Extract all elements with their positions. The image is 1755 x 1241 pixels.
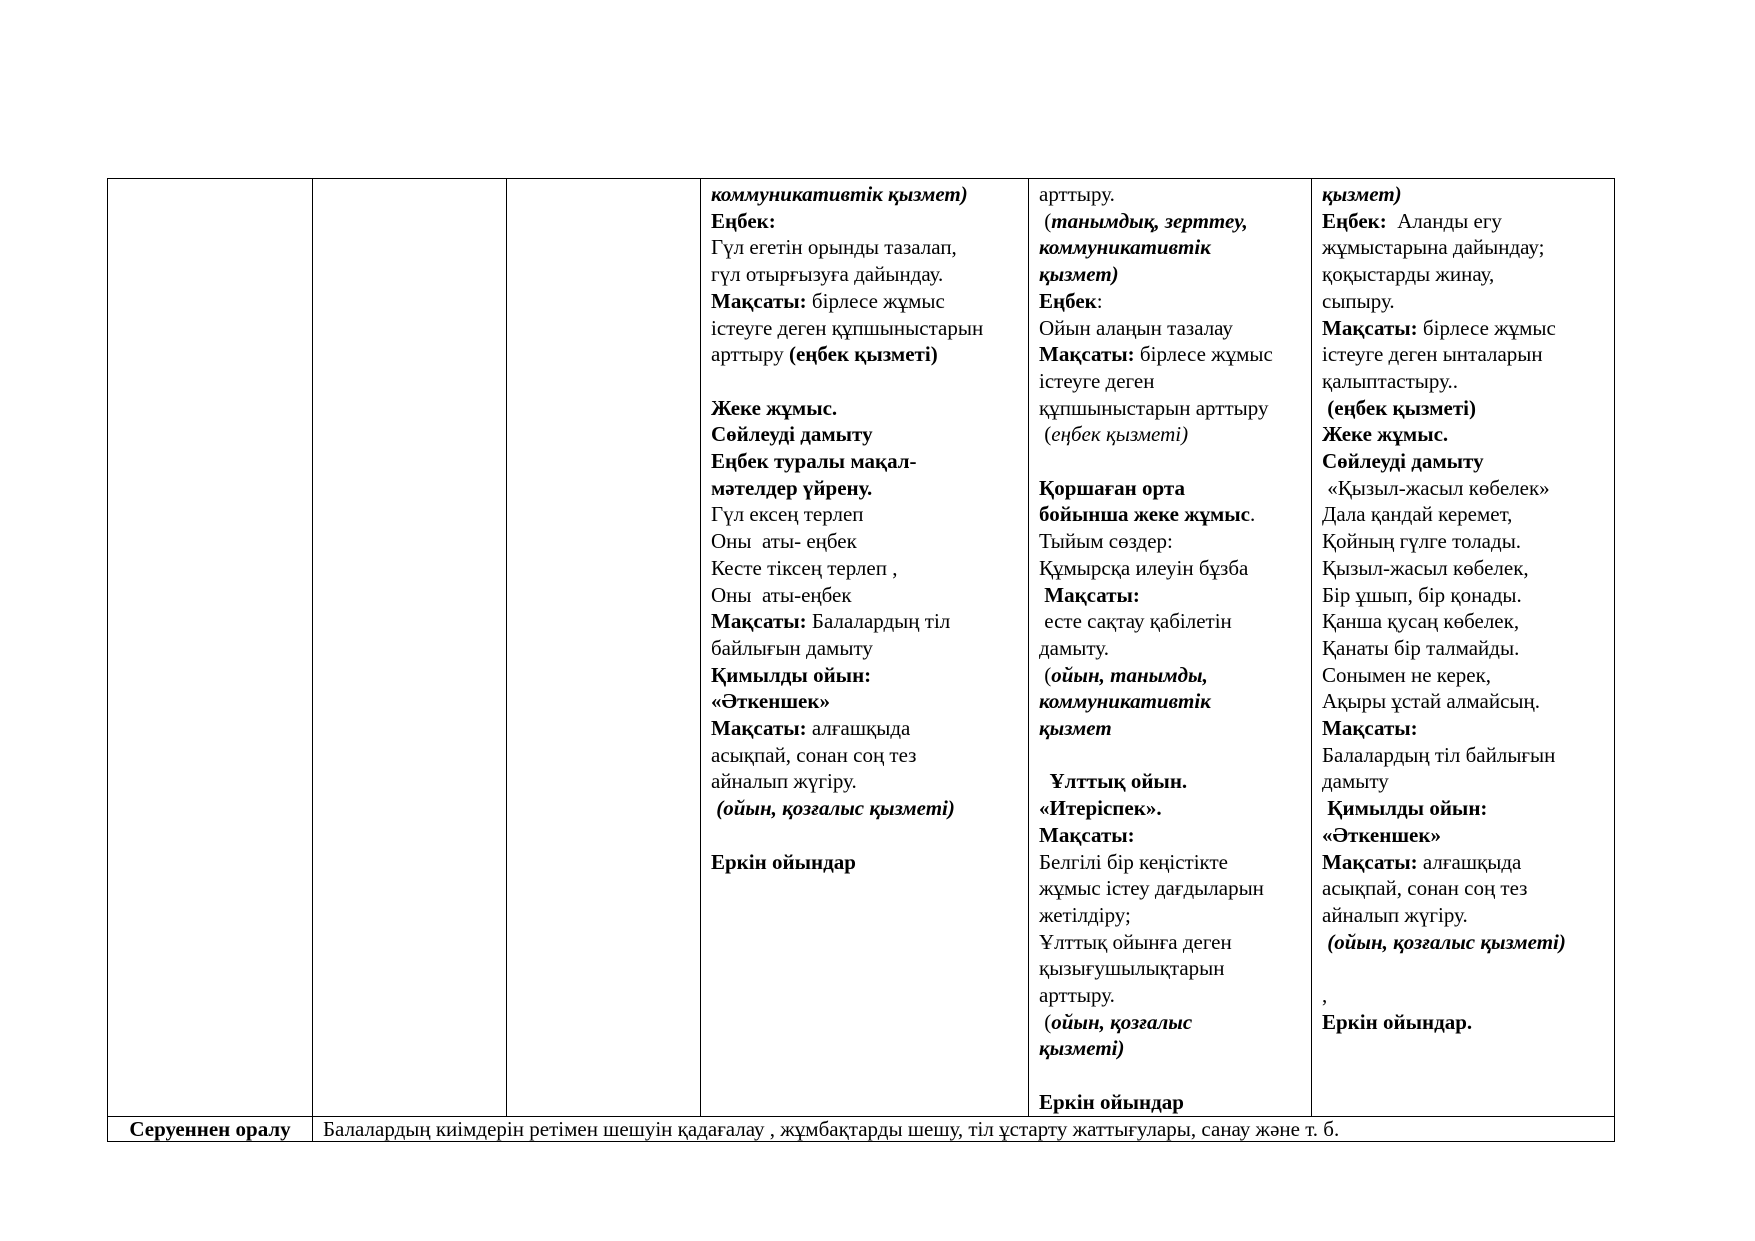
text-run: коммуникативтік xyxy=(1039,235,1211,260)
text-line xyxy=(1039,768,1311,795)
text-line xyxy=(1039,582,1311,609)
text-line xyxy=(1039,795,1311,822)
text-line xyxy=(711,662,1028,689)
text-run: Жеке жұмыс. xyxy=(711,395,838,420)
text-run: Мақсаты: xyxy=(1322,716,1418,741)
text-run: Қанаты бір талмайды. xyxy=(1322,635,1520,660)
text-run: қызмет) xyxy=(1039,262,1119,287)
text-run: айналып жүгіру. xyxy=(711,769,857,794)
text-line xyxy=(1322,1009,1614,1036)
text-line xyxy=(711,795,1028,822)
text-line xyxy=(1322,929,1614,956)
text-run: Қимылды ойын: xyxy=(711,662,872,687)
text-run: Еңбек xyxy=(1039,288,1097,313)
text-line xyxy=(711,822,1028,849)
text-line xyxy=(1322,582,1614,609)
cell-empty-1 xyxy=(108,179,313,1117)
text-run: ( xyxy=(1039,422,1052,447)
table-row xyxy=(108,179,1615,1117)
text-run: ойын, қозғалыс xyxy=(1051,1009,1193,1034)
row-label-return: Серуеннен оралу xyxy=(108,1116,313,1141)
text-run: гүл отырғызуға дайындау. xyxy=(711,262,944,287)
text-line xyxy=(711,341,1028,368)
text-line xyxy=(1322,315,1614,342)
text-run: (еңбек қызметі) xyxy=(788,342,938,367)
text-line xyxy=(1322,608,1614,635)
text-line xyxy=(711,635,1028,662)
text-run: Сонымен не керек, xyxy=(1322,662,1492,687)
text-run: Еркін ойындар xyxy=(1039,1089,1184,1114)
text-line xyxy=(1322,181,1614,208)
text-run: (ойын, қозғалыс қызметі) xyxy=(1322,929,1566,954)
text-line xyxy=(1039,929,1311,956)
text-line xyxy=(711,582,1028,609)
text-run: Қимылды ойын: xyxy=(1322,796,1488,821)
text-line xyxy=(1039,315,1311,342)
text-line xyxy=(1039,982,1311,1009)
text-line xyxy=(711,234,1028,261)
text-line xyxy=(1322,555,1614,582)
text-line xyxy=(711,261,1028,288)
text-line xyxy=(1039,555,1311,582)
text-line xyxy=(711,608,1028,635)
text-run: танымдық, зерттеу, xyxy=(1051,208,1248,233)
text-line xyxy=(1322,849,1614,876)
text-run: Мақсаты: xyxy=(1039,582,1140,607)
text-run: ( xyxy=(1039,208,1052,233)
text-run: есте сақтау қабілетін xyxy=(1039,609,1232,634)
text-run: Белгілі бір кеңістікте xyxy=(1039,849,1228,874)
text-run: алғашқыда xyxy=(1417,849,1522,874)
text-line xyxy=(1322,368,1614,395)
text-run: істеуге деген xyxy=(1039,368,1155,393)
text-run: қызмет) xyxy=(1322,182,1402,206)
text-line xyxy=(711,555,1028,582)
text-run: Ойын алаңын тазалау xyxy=(1039,315,1233,340)
text-run: Жеке жұмыс. xyxy=(1322,422,1449,447)
text-line xyxy=(1039,635,1311,662)
text-line xyxy=(1039,662,1311,689)
text-line xyxy=(1039,341,1311,368)
text-run: ( xyxy=(1039,1009,1052,1034)
cell-empty-3 xyxy=(507,179,701,1117)
text-line xyxy=(1322,875,1614,902)
text-line xyxy=(711,849,1028,876)
text-line xyxy=(1322,501,1614,528)
text-run: ойын, танымды, xyxy=(1051,662,1208,687)
text-line xyxy=(1322,662,1614,689)
text-line xyxy=(1039,475,1311,502)
text-run: жұмыстарына дайындау; xyxy=(1322,235,1545,260)
text-run: Балалардың тіл xyxy=(806,609,951,634)
text-run: . xyxy=(1249,502,1256,527)
text-line xyxy=(1039,742,1311,769)
text-line xyxy=(711,501,1028,528)
text-run: Сөйлеуді дамыту xyxy=(711,422,873,447)
text-line xyxy=(1039,608,1311,635)
text-run: Гүл егетін орынды тазалап, xyxy=(711,235,957,260)
text-run: еңбек қызметі) xyxy=(1051,422,1189,447)
text-line xyxy=(1039,1089,1311,1116)
text-run: Ұлттық ойын. xyxy=(1039,769,1188,794)
text-run: жұмыс істеу дағдыларын xyxy=(1039,876,1264,901)
text-run: «Әткеншек» xyxy=(1322,822,1441,847)
text-line xyxy=(1322,261,1614,288)
text-run: Гүл ексең терлеп xyxy=(711,502,864,527)
text-run: Қоршаған орта xyxy=(1039,475,1185,500)
schedule-table xyxy=(107,178,1615,1142)
text-run: мәтелдер үйрену. xyxy=(711,475,873,500)
text-line xyxy=(711,181,1028,208)
text-line xyxy=(1039,955,1311,982)
table-row xyxy=(108,1116,1615,1141)
text-line xyxy=(1322,288,1614,315)
text-line xyxy=(711,448,1028,475)
text-run: Мақсаты: xyxy=(711,288,807,313)
cell-empty-2 xyxy=(313,179,507,1117)
text-line xyxy=(711,742,1028,769)
text-run: асықпай, сонан соң тез xyxy=(711,742,917,767)
text-run: Еңбек туралы мақал- xyxy=(711,449,917,474)
text-line xyxy=(1322,528,1614,555)
text-run: жетілдіру; xyxy=(1039,902,1131,927)
text-run: құпшыныстарын арттыру xyxy=(1039,395,1269,420)
cell-day-5 xyxy=(1029,179,1312,1117)
text-run: ( xyxy=(1039,662,1052,687)
text-run: қоқыстарды жинау, xyxy=(1322,262,1495,287)
text-line xyxy=(1039,181,1311,208)
text-line xyxy=(1039,208,1311,235)
text-line xyxy=(1039,368,1311,395)
text-line xyxy=(711,395,1028,422)
text-run: арттыру xyxy=(711,342,789,367)
text-run: дамыту xyxy=(1322,769,1389,794)
text-run: қызметі) xyxy=(1039,1036,1125,1061)
text-line xyxy=(1322,902,1614,929)
text-run: байлығын дамыту xyxy=(711,635,873,660)
text-line xyxy=(1322,475,1614,502)
text-line xyxy=(1039,234,1311,261)
text-run: Оны аты- еңбек xyxy=(711,529,857,554)
text-run: (ойын, қозғалыс қызметі) xyxy=(711,796,955,821)
text-line xyxy=(711,715,1028,742)
text-run: бірлесе жұмыс xyxy=(1134,342,1273,367)
text-run: бірлесе жұмыс xyxy=(1417,315,1556,340)
text-run: алғашқыда xyxy=(806,716,911,741)
text-line xyxy=(1039,261,1311,288)
text-run: бірлесе жұмыс xyxy=(806,288,945,313)
text-line xyxy=(1039,822,1311,849)
text-run: «Әткеншек» xyxy=(711,689,830,714)
text-run: Дала қандай керемет, xyxy=(1322,502,1513,527)
text-run: қалыптастыру.. xyxy=(1322,368,1459,393)
text-line xyxy=(1039,875,1311,902)
text-line xyxy=(1322,795,1614,822)
text-line xyxy=(1039,395,1311,422)
text-run: Ұлттық ойынға деген xyxy=(1039,929,1232,954)
text-run: дамыту. xyxy=(1039,635,1109,660)
text-run: Қойның гүлге толады. xyxy=(1322,529,1522,554)
text-run: Еңбек: xyxy=(711,208,776,233)
text-run: Ақыры ұстай алмайсың. xyxy=(1322,689,1541,714)
text-line xyxy=(1322,208,1614,235)
text-run: Оны аты-еңбек xyxy=(711,582,852,607)
text-line xyxy=(1322,822,1614,849)
text-line xyxy=(1039,688,1311,715)
text-run: қызығушылықтарын xyxy=(1039,956,1225,981)
text-run: , xyxy=(1322,983,1328,1008)
text-run: бойынша жеке жұмыс xyxy=(1039,502,1250,527)
text-line xyxy=(1039,501,1311,528)
text-run: қызмет xyxy=(1039,716,1112,741)
text-line xyxy=(711,475,1028,502)
text-run: Бір ұшып, бір қонады. xyxy=(1322,582,1522,607)
text-run: Тыйым сөздер: xyxy=(1039,529,1173,554)
text-line xyxy=(1039,849,1311,876)
text-run: Мақсаты: xyxy=(711,716,807,741)
text-run: Мақсаты: xyxy=(711,609,807,634)
text-line xyxy=(1039,1009,1311,1036)
text-run: Еркін ойындар xyxy=(711,849,856,874)
text-run: сыпыру. xyxy=(1322,288,1395,313)
text-line xyxy=(711,315,1028,342)
text-line xyxy=(1322,715,1614,742)
text-run: Еңбек: xyxy=(1322,208,1387,233)
text-run: «Қызыл-жасыл көбелек» xyxy=(1322,475,1550,500)
text-run: (еңбек қызметі) xyxy=(1322,395,1476,420)
text-run: коммуникативтік қызмет) xyxy=(711,182,968,206)
text-run: арттыру. xyxy=(1039,182,1115,206)
text-line xyxy=(1322,742,1614,769)
cell-day-4 xyxy=(701,179,1029,1117)
text-line xyxy=(1322,635,1614,662)
text-line xyxy=(1322,341,1614,368)
text-line xyxy=(1322,982,1614,1009)
text-line xyxy=(1322,421,1614,448)
row-return-text: Балалардың киімдерін ретімен шешуін қадағалау , жұмбақтарды шешу, тіл ұстарту жаттығулары, санау және т. б. xyxy=(313,1116,1615,1141)
text-line xyxy=(1039,1035,1311,1062)
text-run: Құмырсқа илеуін бұзба xyxy=(1039,555,1249,580)
text-line xyxy=(1322,955,1614,982)
text-run: Қызыл-жасыл көбелек, xyxy=(1322,555,1529,580)
text-line xyxy=(1039,448,1311,475)
text-run: Мақсаты: xyxy=(1039,822,1135,847)
text-line xyxy=(1322,395,1614,422)
text-line xyxy=(1322,448,1614,475)
text-line xyxy=(711,688,1028,715)
text-run: Балалардың тіл байлығын xyxy=(1322,742,1556,767)
text-line xyxy=(1322,768,1614,795)
text-run: асықпай, сонан соң тез xyxy=(1322,876,1528,901)
text-run: «Итеріспек». xyxy=(1039,796,1162,821)
text-run: : xyxy=(1096,288,1103,313)
text-run: Сөйлеуді дамыту xyxy=(1322,449,1484,474)
text-line xyxy=(711,368,1028,395)
text-line xyxy=(1322,234,1614,261)
text-run: арттыру. xyxy=(1039,983,1115,1008)
text-line xyxy=(711,288,1028,315)
text-line xyxy=(1039,715,1311,742)
text-run: коммуникативтік xyxy=(1039,689,1211,714)
text-run: айналып жүгіру. xyxy=(1322,902,1468,927)
text-run: істеуге деген құпшыныстарын xyxy=(711,315,984,340)
text-line xyxy=(711,421,1028,448)
text-line xyxy=(1322,688,1614,715)
text-line xyxy=(1039,288,1311,315)
text-line xyxy=(711,208,1028,235)
cell-day-6 xyxy=(1312,179,1615,1117)
text-run: Қанша қусаң көбелек, xyxy=(1322,609,1520,634)
text-run: Мақсаты: xyxy=(1322,849,1418,874)
text-run: Мақсаты: xyxy=(1039,342,1135,367)
text-line xyxy=(1039,902,1311,929)
text-line xyxy=(711,768,1028,795)
text-line xyxy=(1039,528,1311,555)
text-line xyxy=(1039,1062,1311,1089)
text-run: істеуге деген ынталарын xyxy=(1322,342,1543,367)
text-run: Аланды егу xyxy=(1386,208,1502,233)
text-run: Мақсаты: xyxy=(1322,315,1418,340)
text-line xyxy=(711,528,1028,555)
text-run: Еркін ойындар. xyxy=(1322,1009,1473,1034)
text-run: Кесте тіксең терлеп , xyxy=(711,555,898,580)
text-line xyxy=(1039,421,1311,448)
